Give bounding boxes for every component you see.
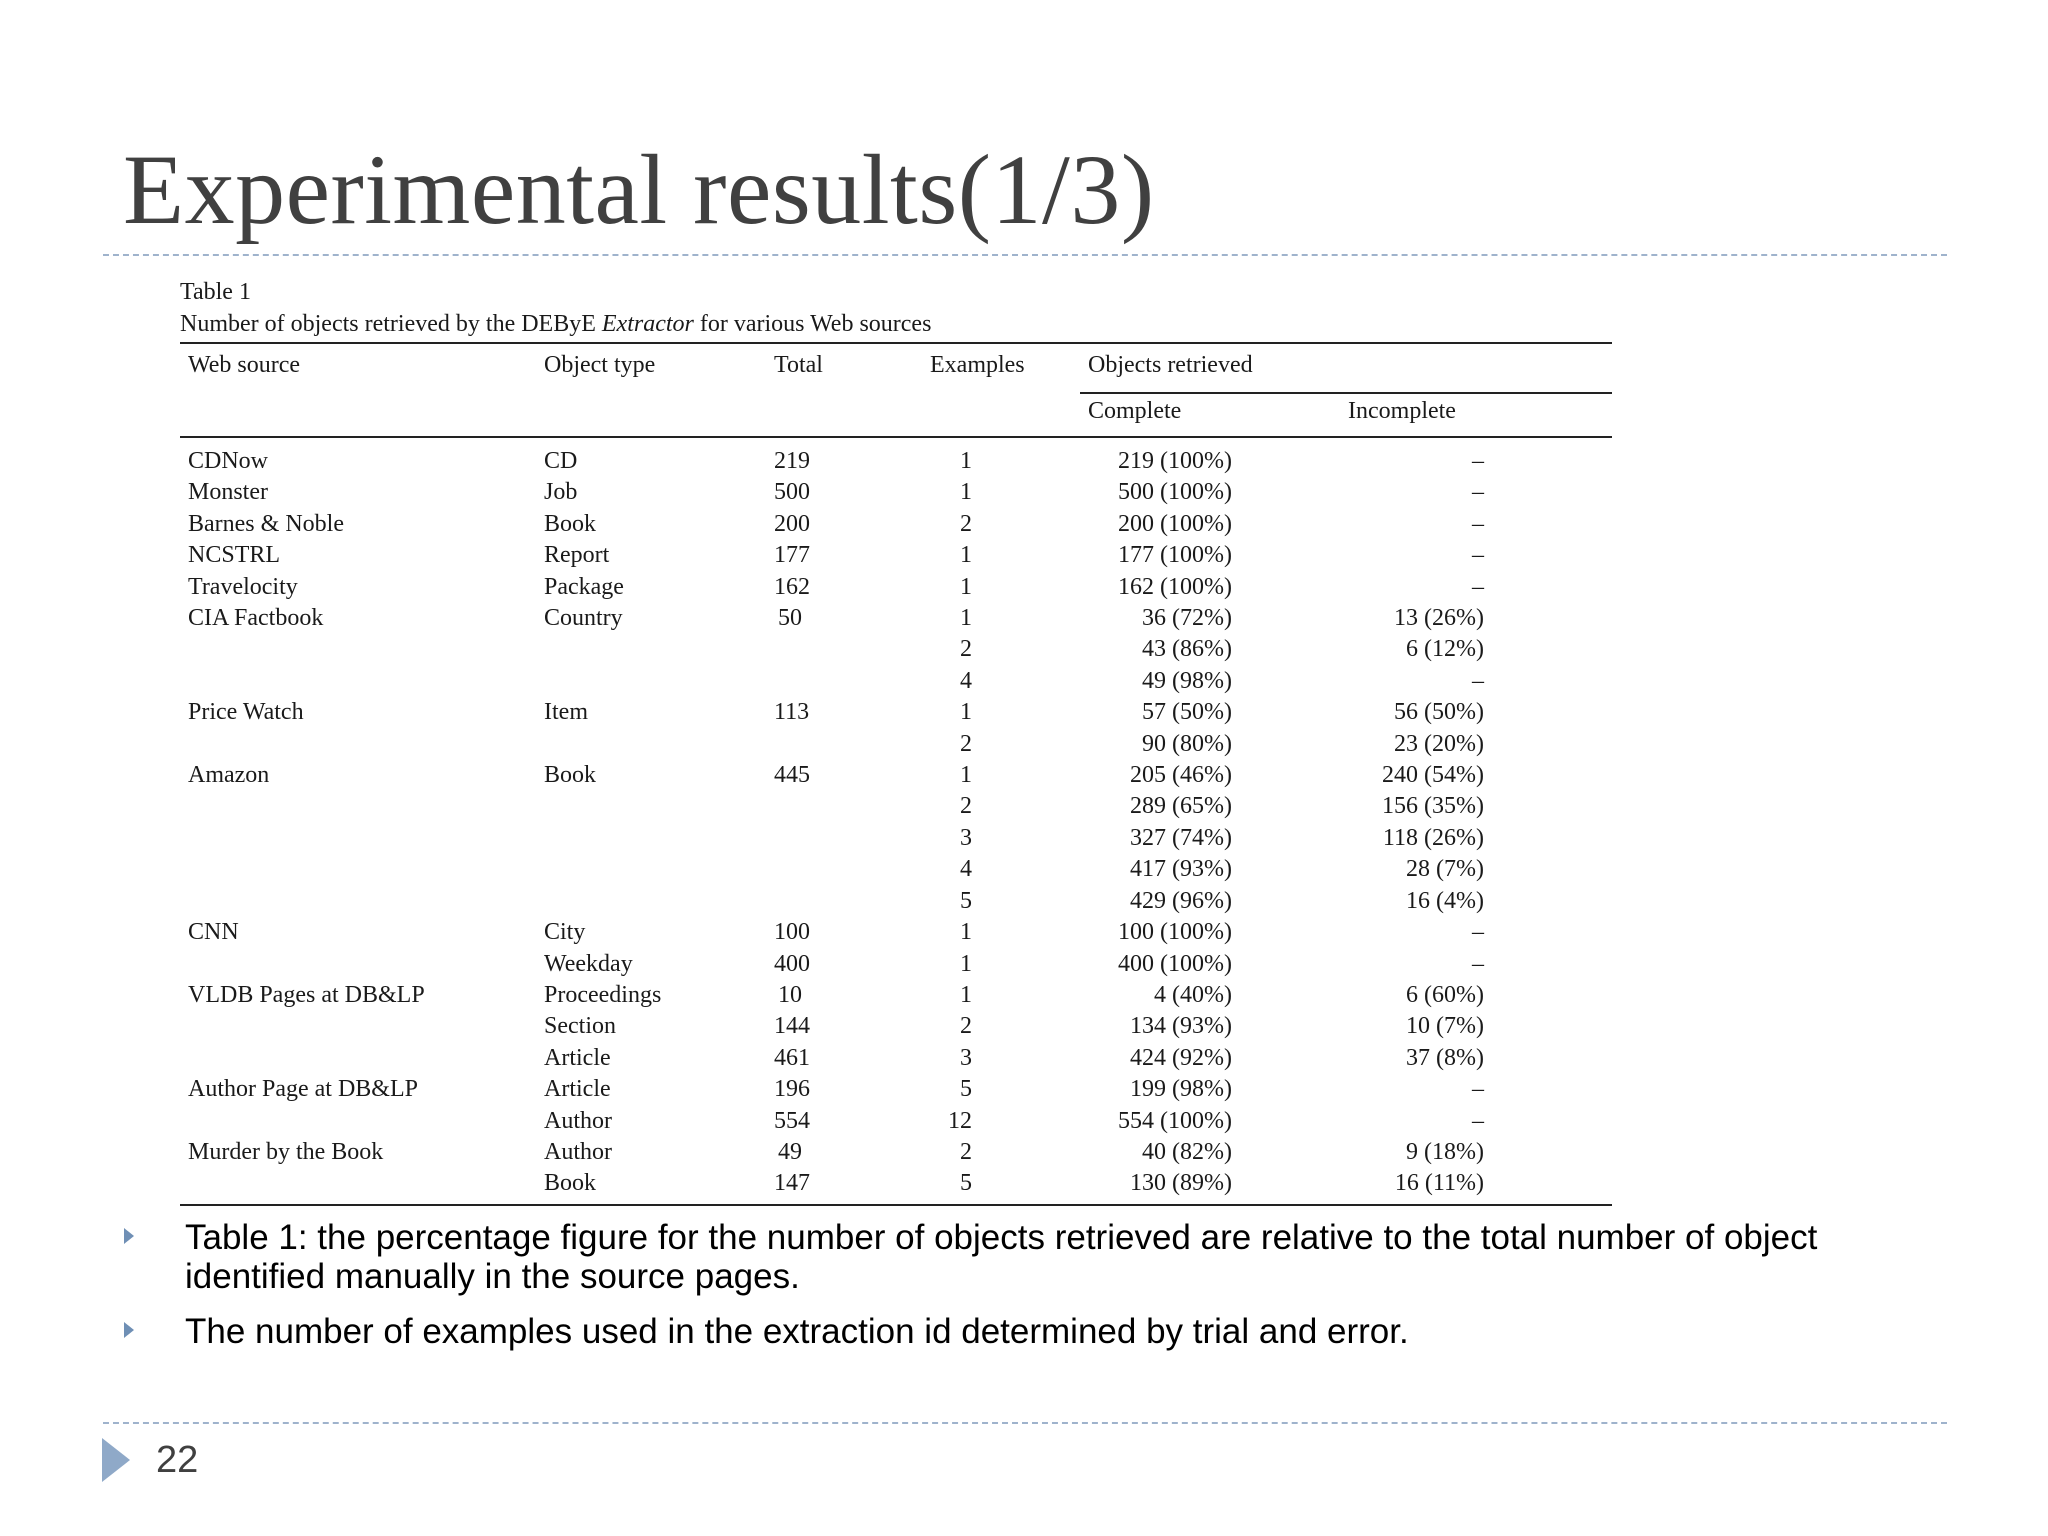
header-total: Total xyxy=(774,352,823,378)
cell-object-type: Book xyxy=(544,510,597,537)
cell-total: 144 xyxy=(774,1013,810,1040)
header-complete: Complete xyxy=(1088,398,1182,424)
table-row xyxy=(180,1168,1612,1204)
cell-examples: 12 xyxy=(948,1107,972,1134)
page-number: 22 xyxy=(156,1439,199,1481)
cell-web-source xyxy=(180,886,536,917)
cell-incomplete: 118 (26%) xyxy=(1382,824,1484,851)
cell-incomplete: – xyxy=(1472,1107,1484,1134)
cell-web-source: Price Watch xyxy=(188,699,304,726)
cell-total: 500 xyxy=(774,479,810,506)
bullet-arrow-icon xyxy=(124,1322,134,1338)
table-row xyxy=(180,729,1612,760)
table-row xyxy=(180,697,1612,728)
header-incomplete: Incomplete xyxy=(1348,398,1456,424)
cell-complete: 162 (100%) xyxy=(1118,573,1232,600)
table-row xyxy=(180,760,1612,791)
cell-web-source: Amazon xyxy=(188,762,270,789)
cell-total: 177 xyxy=(774,542,810,569)
cell-examples: 2 xyxy=(960,1013,972,1040)
bullet-arrow-icon xyxy=(124,1228,134,1244)
cell-complete: 40 (82%) xyxy=(1142,1138,1232,1165)
cell-total: 196 xyxy=(774,1076,810,1103)
cell-object-type: City xyxy=(544,919,586,946)
cell-incomplete: 6 (60%) xyxy=(1406,981,1484,1008)
cell-complete: 57 (50%) xyxy=(1142,699,1232,726)
cell-object-type: Author xyxy=(544,1107,612,1134)
table-row xyxy=(180,823,1612,854)
cell-incomplete: 9 (18%) xyxy=(1406,1138,1484,1165)
bullet-list xyxy=(120,1218,1900,1367)
cell-incomplete: – xyxy=(1472,573,1484,600)
cell-total: 400 xyxy=(774,950,810,977)
cell-complete: 289 (65%) xyxy=(1130,793,1232,820)
cell-complete: 554 (100%) xyxy=(1118,1107,1232,1134)
cell-object-type: Weekday xyxy=(544,950,633,977)
table-row xyxy=(180,791,1612,822)
cell-total: 200 xyxy=(774,510,810,537)
cell-examples: 1 xyxy=(960,762,972,789)
cell-object-type xyxy=(536,886,766,917)
cell-incomplete: – xyxy=(1472,510,1484,537)
cell-web-source: Monster xyxy=(188,479,268,506)
cell-total: 49 xyxy=(778,1138,802,1165)
cell-total xyxy=(766,634,922,665)
cell-examples: 1 xyxy=(960,981,972,1008)
table-caption xyxy=(180,308,1612,342)
cell-complete: 199 (98%) xyxy=(1130,1076,1232,1103)
table-row xyxy=(180,603,1612,634)
cell-complete: 4 (40%) xyxy=(1154,981,1232,1008)
table-row xyxy=(180,509,1612,540)
cell-web-source: CNN xyxy=(188,919,239,946)
cell-web-source: Murder by the Book xyxy=(188,1138,384,1165)
cell-web-source: Barnes & Noble xyxy=(188,510,344,537)
table-row xyxy=(180,634,1612,665)
cell-complete: 36 (72%) xyxy=(1142,605,1232,632)
cell-object-type xyxy=(536,791,766,822)
bullet-text: Table 1: the percentage figure for the number of objects retrieved are relative to the total number of object identified manually in the source pages. xyxy=(185,1218,1818,1296)
table-row xyxy=(180,437,1612,477)
cell-examples: 5 xyxy=(960,1076,972,1103)
cell-incomplete: – xyxy=(1472,542,1484,569)
cell-total xyxy=(766,666,922,697)
cell-object-type xyxy=(536,634,766,665)
cell-web-source: VLDB Pages at DB&LP xyxy=(188,981,425,1008)
table-row xyxy=(180,1137,1612,1168)
cell-total: 219 xyxy=(774,448,810,474)
cell-object-type xyxy=(536,729,766,760)
cell-object-type: CD xyxy=(544,448,578,474)
cell-examples: 2 xyxy=(960,636,972,663)
cell-incomplete: 16 (11%) xyxy=(1394,1170,1484,1197)
cell-web-source: CIA Factbook xyxy=(188,605,324,632)
cell-examples: 1 xyxy=(960,919,972,946)
table-row xyxy=(180,540,1612,571)
table-row xyxy=(180,980,1612,1011)
cell-examples: 1 xyxy=(960,699,972,726)
cell-incomplete: 10 (7%) xyxy=(1406,1013,1484,1040)
cell-examples: 1 xyxy=(960,542,972,569)
cell-total xyxy=(766,729,922,760)
cell-object-type: Author xyxy=(544,1138,612,1165)
cell-examples: 3 xyxy=(960,824,972,851)
cell-examples: 4 xyxy=(960,667,972,694)
cell-web-source xyxy=(180,823,536,854)
cell-complete: 200 (100%) xyxy=(1118,510,1232,537)
table-row xyxy=(180,1074,1612,1105)
cell-incomplete: 6 (12%) xyxy=(1406,636,1484,663)
footer-divider xyxy=(103,1422,1947,1424)
cell-examples: 5 xyxy=(960,1170,972,1197)
results-table xyxy=(180,342,1612,1206)
cell-incomplete: 37 (8%) xyxy=(1406,1044,1484,1071)
cell-incomplete: – xyxy=(1472,919,1484,946)
cell-incomplete: 240 (54%) xyxy=(1382,762,1484,789)
cell-examples: 1 xyxy=(960,950,972,977)
cell-web-source xyxy=(180,729,536,760)
cell-total: 162 xyxy=(774,573,810,600)
cell-object-type: Job xyxy=(544,479,578,506)
cell-web-source: CDNow xyxy=(188,448,269,474)
cell-incomplete: – xyxy=(1472,1076,1484,1103)
cell-examples: 5 xyxy=(960,887,972,914)
cell-object-type: Book xyxy=(544,1170,597,1197)
table-body xyxy=(180,437,1612,1205)
cell-examples: 2 xyxy=(960,730,972,757)
cell-object-type xyxy=(536,854,766,885)
cell-incomplete: – xyxy=(1472,667,1484,694)
cell-object-type: Section xyxy=(544,1013,616,1040)
cell-examples: 4 xyxy=(960,856,972,883)
cell-incomplete: – xyxy=(1472,950,1484,977)
cell-examples: 1 xyxy=(960,448,972,474)
cell-web-source xyxy=(180,666,536,697)
cell-complete: 400 (100%) xyxy=(1118,950,1232,977)
slide-title: Experimental results(1/3) xyxy=(123,134,1155,245)
table-row xyxy=(180,1011,1612,1042)
table-row xyxy=(180,854,1612,885)
cell-web-source xyxy=(180,1168,536,1204)
cell-incomplete: – xyxy=(1472,479,1484,506)
cell-object-type: Article xyxy=(544,1044,611,1071)
cell-total: 554 xyxy=(774,1107,810,1134)
cell-object-type: Report xyxy=(544,542,610,569)
cell-web-source xyxy=(180,949,536,980)
cell-examples: 2 xyxy=(960,510,972,537)
cell-complete: 90 (80%) xyxy=(1142,730,1232,757)
cell-web-source: Author Page at DB&LP xyxy=(188,1076,418,1103)
table-row xyxy=(180,917,1612,948)
cell-web-source xyxy=(180,1043,536,1074)
cell-total: 147 xyxy=(774,1170,810,1197)
cell-incomplete: 56 (50%) xyxy=(1394,699,1484,726)
cell-incomplete: 13 (26%) xyxy=(1394,605,1484,632)
table-row xyxy=(180,1106,1612,1137)
cell-total: 461 xyxy=(774,1044,810,1071)
table-row xyxy=(180,886,1612,917)
table-row xyxy=(180,949,1612,980)
cell-object-type: Package xyxy=(544,573,624,600)
cell-complete: 100 (100%) xyxy=(1118,919,1232,946)
cell-incomplete: – xyxy=(1472,448,1484,474)
cell-complete: 424 (92%) xyxy=(1130,1044,1232,1071)
cell-complete: 417 (93%) xyxy=(1130,856,1232,883)
cell-complete: 177 (100%) xyxy=(1118,542,1232,569)
cell-complete: 49 (98%) xyxy=(1142,667,1232,694)
cell-complete: 429 (96%) xyxy=(1130,887,1232,914)
cell-examples: 3 xyxy=(960,1044,972,1071)
cell-total xyxy=(766,854,922,885)
cell-incomplete: 23 (20%) xyxy=(1394,730,1484,757)
cell-total: 445 xyxy=(774,762,810,789)
header-web-source: Web source xyxy=(188,352,301,378)
caption-before: Number of objects retrieved by the DEByE xyxy=(180,311,602,337)
cell-object-type: Proceedings xyxy=(544,981,662,1008)
cell-total xyxy=(766,886,922,917)
cell-complete: 219 (100%) xyxy=(1118,448,1232,474)
cell-object-type xyxy=(536,823,766,854)
header-object-type: Object type xyxy=(544,352,656,378)
cell-complete: 134 (93%) xyxy=(1130,1013,1232,1040)
header-objects-retrieved: Objects retrieved xyxy=(1080,343,1612,393)
table-row xyxy=(180,477,1612,508)
cell-complete: 205 (46%) xyxy=(1130,762,1232,789)
cell-object-type: Country xyxy=(544,605,623,632)
cell-web-source xyxy=(180,1106,536,1137)
cell-complete: 130 (89%) xyxy=(1130,1170,1232,1197)
cell-web-source: NCSTRL xyxy=(188,542,281,569)
bullet-item xyxy=(120,1218,1900,1296)
cell-object-type: Book xyxy=(544,762,597,789)
cell-incomplete: 16 (4%) xyxy=(1406,887,1484,914)
cell-total xyxy=(766,823,922,854)
cell-incomplete: 156 (35%) xyxy=(1382,793,1484,820)
cell-examples: 1 xyxy=(960,479,972,506)
title-divider xyxy=(103,254,1947,256)
caption-after: for various Web sources xyxy=(693,311,932,337)
cell-complete: 43 (86%) xyxy=(1142,636,1232,663)
cell-total: 10 xyxy=(778,981,802,1008)
cell-examples: 1 xyxy=(960,605,972,632)
cell-total xyxy=(766,791,922,822)
table-row xyxy=(180,666,1612,697)
cell-web-source xyxy=(180,791,536,822)
cell-examples: 2 xyxy=(960,793,972,820)
table-figure xyxy=(180,276,1612,1206)
cell-web-source: Travelocity xyxy=(188,573,298,600)
cell-web-source xyxy=(180,854,536,885)
table-row xyxy=(180,572,1612,603)
footer-arrow-icon xyxy=(102,1438,130,1482)
cell-examples: 1 xyxy=(960,573,972,600)
cell-complete: 327 (74%) xyxy=(1130,824,1232,851)
bullet-text: The number of examples used in the extraction id determined by trial and error. xyxy=(185,1312,1409,1351)
caption-emphasis: Extractor xyxy=(601,311,694,337)
cell-total: 113 xyxy=(774,699,810,726)
header-examples: Examples xyxy=(930,352,1025,378)
cell-object-type xyxy=(536,666,766,697)
cell-object-type: Article xyxy=(544,1076,611,1103)
cell-web-source xyxy=(180,1011,536,1042)
cell-complete: 500 (100%) xyxy=(1118,479,1232,506)
cell-total: 100 xyxy=(774,919,810,946)
cell-web-source xyxy=(180,634,536,665)
table-label: Table 1 xyxy=(180,279,251,305)
cell-total: 50 xyxy=(778,605,802,632)
bullet-item xyxy=(120,1312,1900,1351)
cell-object-type: Item xyxy=(544,699,588,726)
cell-incomplete: 28 (7%) xyxy=(1406,856,1484,883)
table-row xyxy=(180,1043,1612,1074)
cell-examples: 2 xyxy=(960,1138,972,1165)
